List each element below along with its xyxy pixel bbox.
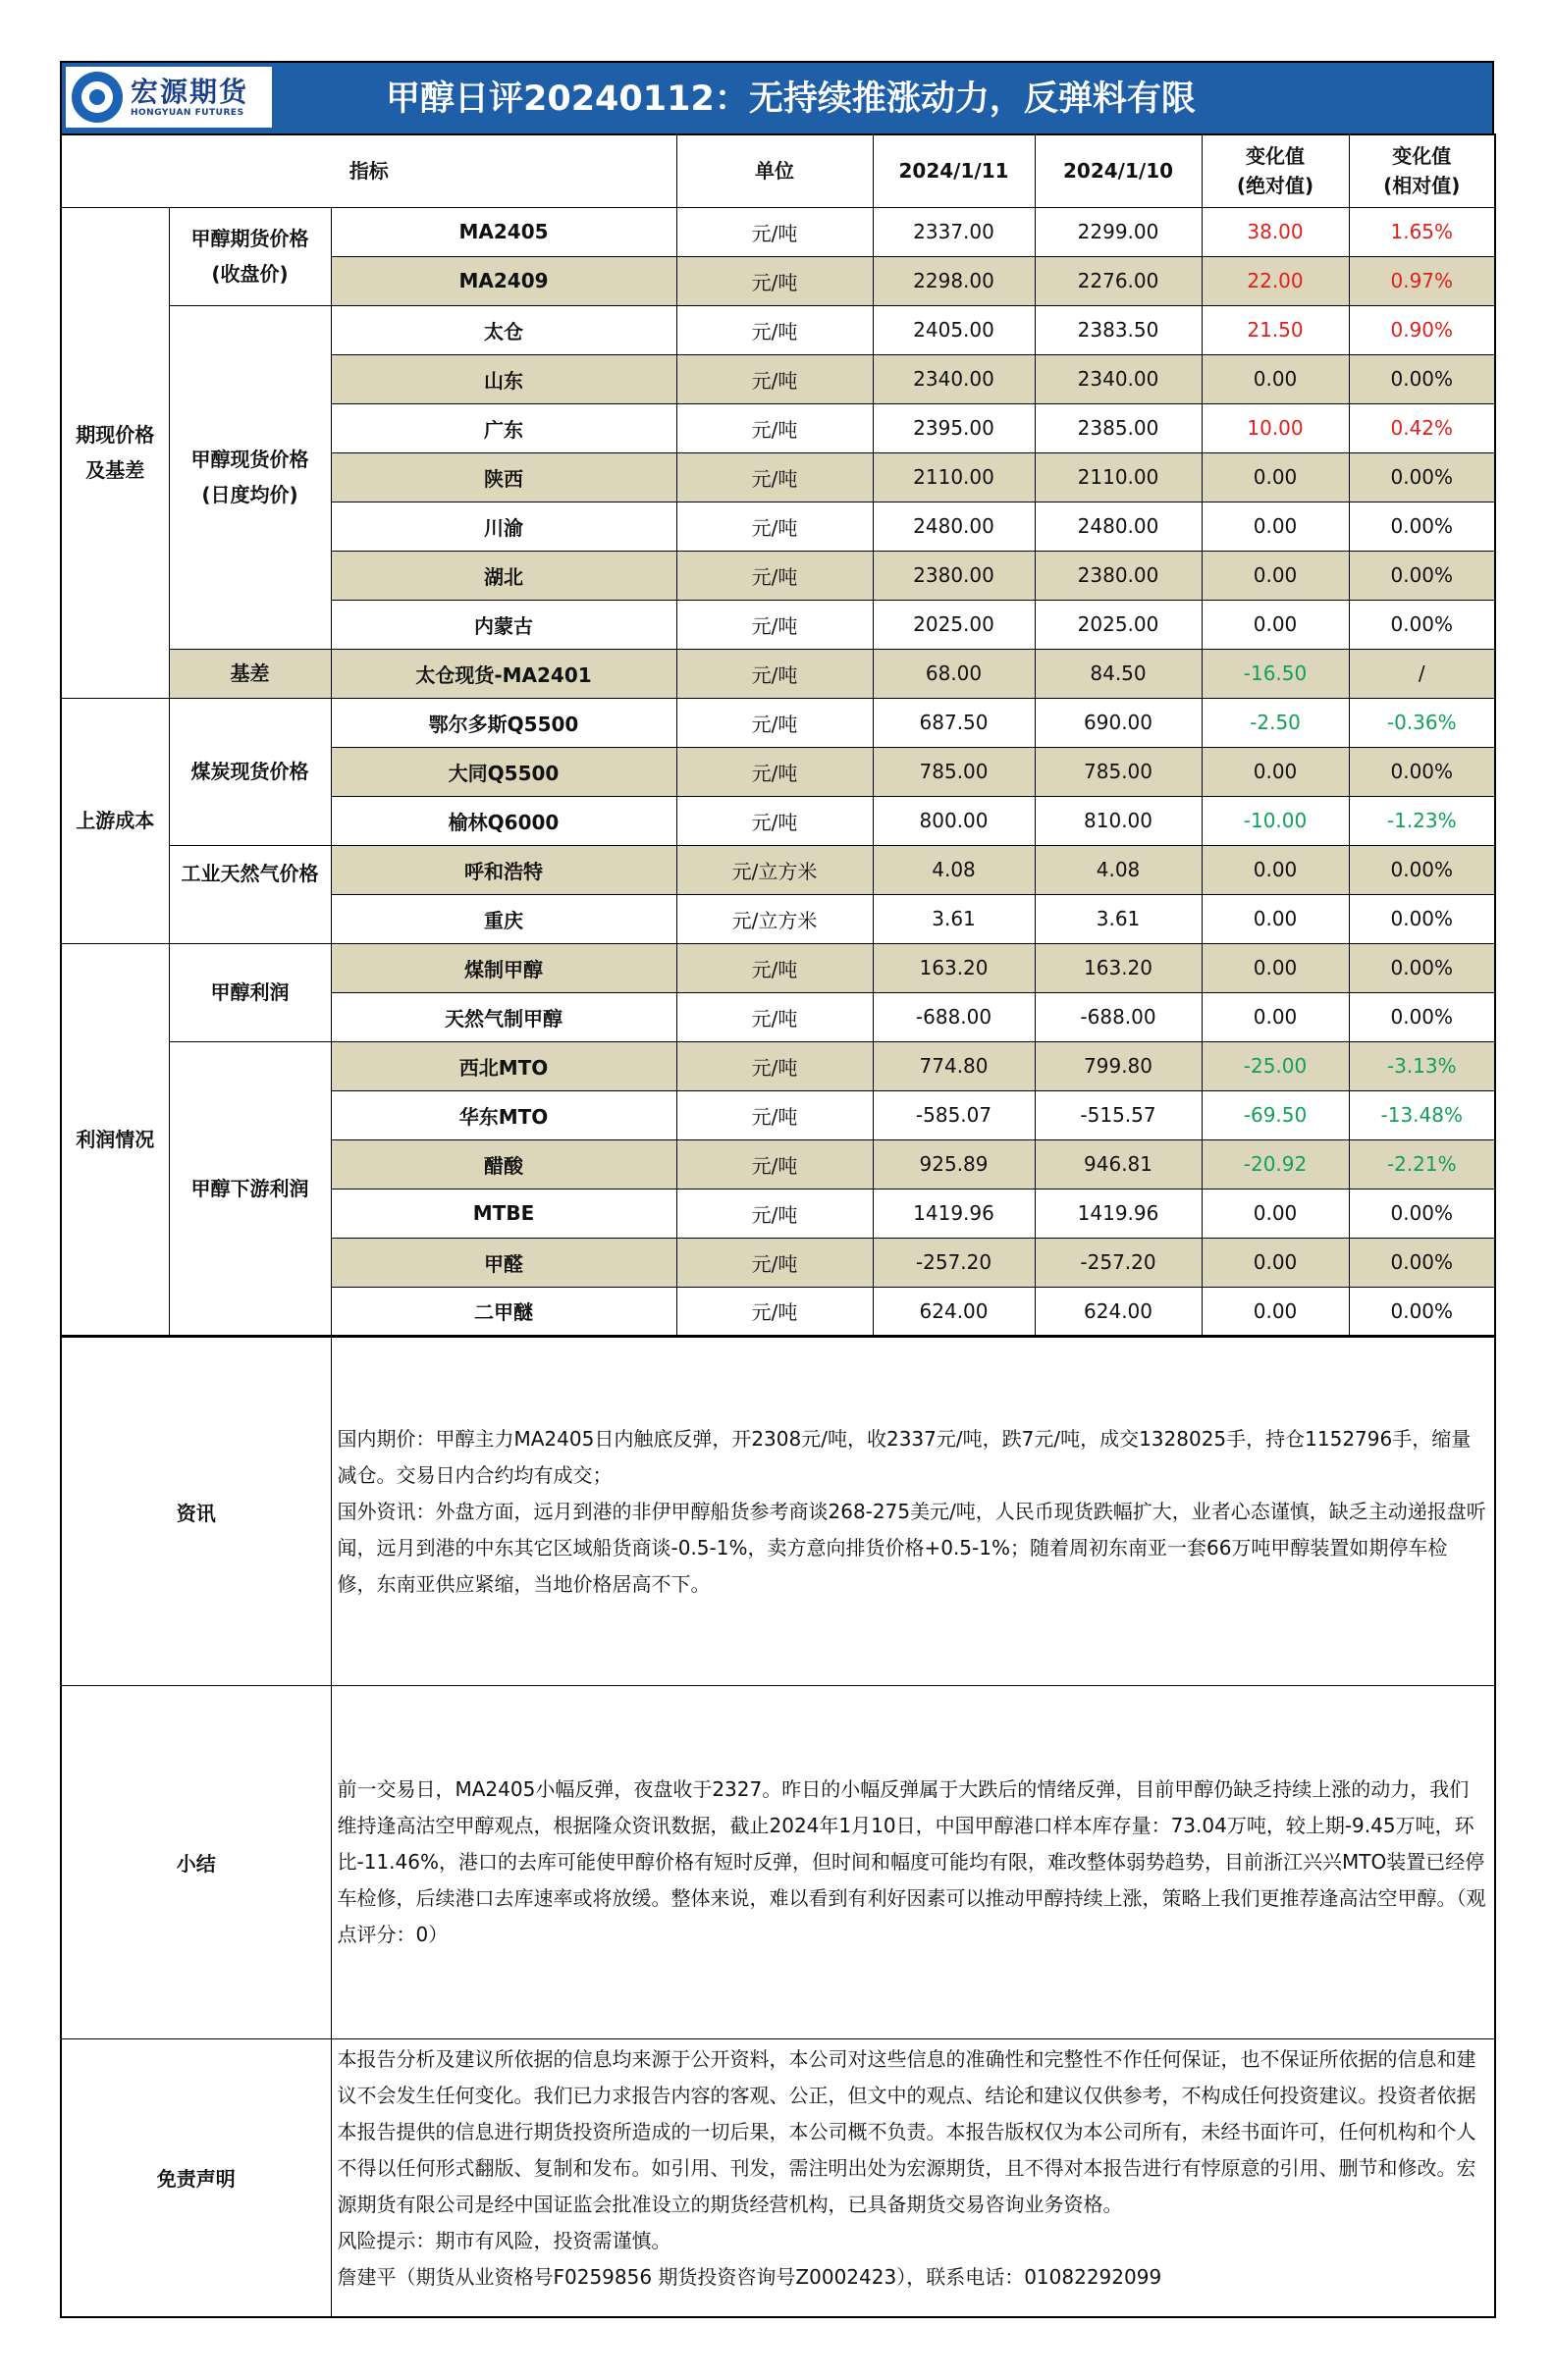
row-change-abs: 21.50: [1202, 305, 1349, 354]
row-value-date-1: 3.61: [873, 894, 1035, 943]
row-value-date-1: 163.20: [873, 943, 1035, 992]
indicator-table: [60, 133, 1496, 1337]
row-unit: 元/吨: [676, 1287, 873, 1336]
row-change-rel: 0.00%: [1349, 502, 1495, 551]
table-row: [61, 207, 1495, 256]
row-indicator: 榆林Q6000: [331, 796, 676, 845]
row-indicator: 川渝: [331, 502, 676, 551]
subgroup-basis: 基差: [169, 649, 331, 698]
row-value-date-2: 4.08: [1035, 845, 1202, 894]
row-value-date-1: -585.07: [873, 1090, 1035, 1139]
row-change-rel: 0.00%: [1349, 943, 1495, 992]
subgroup-downstream-profit: 甲醇下游利润: [169, 1041, 331, 1336]
group-upstream-cost: 上游成本: [61, 698, 169, 943]
report: [60, 61, 1494, 2318]
row-change-abs: 0.00: [1202, 354, 1349, 403]
row-unit: 元/吨: [676, 943, 873, 992]
row-change-rel: 0.90%: [1349, 305, 1495, 354]
subgroup-coal-price: 煤炭现货价格: [169, 698, 331, 845]
table-row: [61, 698, 1495, 747]
row-change-abs: 0.00: [1202, 747, 1349, 796]
row-value-date-1: 2337.00: [873, 207, 1035, 256]
row-value-date-1: 774.80: [873, 1041, 1035, 1090]
row-value-date-1: -257.20: [873, 1238, 1035, 1287]
row-value-date-2: -257.20: [1035, 1238, 1202, 1287]
row-indicator: 醋酸: [331, 1139, 676, 1189]
row-indicator: 二甲醚: [331, 1287, 676, 1336]
row-indicator: MTBE: [331, 1189, 676, 1238]
row-indicator: 湖北: [331, 551, 676, 600]
subgroup-spot-price: 甲醇现货价格 (日度均价): [169, 305, 331, 649]
row-unit: 元/吨: [676, 1189, 873, 1238]
row-indicator: MA2409: [331, 256, 676, 305]
row-indicator: 华东MTO: [331, 1090, 676, 1139]
news-label: 资讯: [61, 1338, 331, 1686]
row-change-abs: -25.00: [1202, 1041, 1349, 1090]
row-indicator: 西北MTO: [331, 1041, 676, 1090]
row-value-date-1: 2025.00: [873, 600, 1035, 649]
row-change-rel: 0.42%: [1349, 403, 1495, 452]
row-change-rel: -0.36%: [1349, 698, 1495, 747]
disclaimer-label: 免责声明: [61, 2039, 331, 2317]
row-value-date-1: 2405.00: [873, 305, 1035, 354]
row-value-date-2: 624.00: [1035, 1287, 1202, 1336]
row-change-rel: -3.13%: [1349, 1041, 1495, 1090]
row-value-date-1: 800.00: [873, 796, 1035, 845]
row-unit: 元/吨: [676, 305, 873, 354]
row-indicator: 山东: [331, 354, 676, 403]
row-unit: 元/吨: [676, 207, 873, 256]
row-change-abs: 0.00: [1202, 551, 1349, 600]
row-value-date-2: 3.61: [1035, 894, 1202, 943]
row-value-date-2: 799.80: [1035, 1041, 1202, 1090]
row-indicator: 陕西: [331, 452, 676, 502]
row-change-abs: 0.00: [1202, 452, 1349, 502]
row-value-date-2: 2383.50: [1035, 305, 1202, 354]
row-unit: 元/吨: [676, 403, 873, 452]
row-change-abs: -20.92: [1202, 1139, 1349, 1189]
row-unit: 元/立方米: [676, 845, 873, 894]
subgroup-methanol-profit: 甲醇利润: [169, 943, 331, 1041]
row-value-date-2: -688.00: [1035, 992, 1202, 1041]
row-value-date-2: -515.57: [1035, 1090, 1202, 1139]
row-unit: 元/吨: [676, 551, 873, 600]
summary-label: 小结: [61, 1686, 331, 2039]
table-row: [61, 305, 1495, 354]
header-date-1: 2024/1/11: [873, 134, 1035, 207]
row-change-rel: 0.00%: [1349, 894, 1495, 943]
row-value-date-2: 2480.00: [1035, 502, 1202, 551]
row-indicator: 鄂尔多斯Q5500: [331, 698, 676, 747]
row-value-date-1: 2110.00: [873, 452, 1035, 502]
row-value-date-2: 2299.00: [1035, 207, 1202, 256]
row-value-date-1: 1419.96: [873, 1189, 1035, 1238]
row-value-date-2: 785.00: [1035, 747, 1202, 796]
row-value-date-1: 2395.00: [873, 403, 1035, 452]
subgroup-gas-price: 工业天然气价格: [169, 845, 331, 943]
logo-icon: [72, 72, 123, 123]
row-value-date-2: 946.81: [1035, 1139, 1202, 1189]
table-row: [61, 649, 1495, 698]
row-unit: 元/吨: [676, 1041, 873, 1090]
row-change-rel: 0.00%: [1349, 551, 1495, 600]
row-unit: 元/吨: [676, 256, 873, 305]
disclaimer-row: [61, 2039, 1495, 2317]
row-change-abs: 0.00: [1202, 600, 1349, 649]
row-value-date-2: 163.20: [1035, 943, 1202, 992]
row-value-date-2: 2385.00: [1035, 403, 1202, 452]
news-body: [331, 1338, 1495, 1686]
logo-name-cn: 宏源期货: [131, 76, 249, 108]
row-indicator: 太仓: [331, 305, 676, 354]
row-indicator: MA2405: [331, 207, 676, 256]
row-change-rel: /: [1349, 649, 1495, 698]
row-value-date-2: 1419.96: [1035, 1189, 1202, 1238]
row-change-abs: 0.00: [1202, 992, 1349, 1041]
row-value-date-2: 690.00: [1035, 698, 1202, 747]
news-domestic: 国内期价：甲醇主力MA2405日内触底反弹，开2308元/吨，收2337元/吨，跌7元/吨，成交1328025手，持仓1152796手，缩量减仓。交易日内合约均有成交；: [337, 1426, 1472, 1487]
analyst-contact: 詹建平（期货从业资格号F0259856 期货投资咨询号Z0002423），联系电话：01082292099: [337, 2265, 1162, 2289]
subgroup-futures-price: 甲醇期货价格 (收盘价): [169, 207, 331, 305]
row-indicator: 甲醛: [331, 1238, 676, 1287]
row-change-abs: -69.50: [1202, 1090, 1349, 1139]
row-change-abs: 22.00: [1202, 256, 1349, 305]
row-unit: 元/吨: [676, 1090, 873, 1139]
row-indicator: 内蒙古: [331, 600, 676, 649]
row-value-date-2: 2110.00: [1035, 452, 1202, 502]
row-unit: 元/吨: [676, 992, 873, 1041]
row-change-rel: -13.48%: [1349, 1090, 1495, 1139]
row-unit: 元/吨: [676, 747, 873, 796]
report-header: [60, 61, 1494, 133]
row-change-abs: 0.00: [1202, 502, 1349, 551]
row-value-date-2: 810.00: [1035, 796, 1202, 845]
commentary-table: [60, 1337, 1496, 2318]
row-unit: 元/吨: [676, 1238, 873, 1287]
row-unit: 元/吨: [676, 1139, 873, 1189]
company-logo: [66, 67, 272, 128]
row-change-abs: 0.00: [1202, 1238, 1349, 1287]
row-value-date-1: 624.00: [873, 1287, 1035, 1336]
row-change-abs: 0.00: [1202, 1287, 1349, 1336]
row-value-date-2: 84.50: [1035, 649, 1202, 698]
row-change-abs: 0.00: [1202, 943, 1349, 992]
row-change-rel: 0.97%: [1349, 256, 1495, 305]
header-change-abs: 变化值 (绝对值): [1202, 134, 1349, 207]
row-indicator: 大同Q5500: [331, 747, 676, 796]
header-date-2: 2024/1/10: [1035, 134, 1202, 207]
row-change-abs: -16.50: [1202, 649, 1349, 698]
row-unit: 元/吨: [676, 649, 873, 698]
table-row: [61, 845, 1495, 894]
row-change-rel: 0.00%: [1349, 1287, 1495, 1336]
row-change-abs: 0.00: [1202, 845, 1349, 894]
row-value-date-1: 925.89: [873, 1139, 1035, 1189]
row-unit: 元/吨: [676, 452, 873, 502]
row-value-date-1: 2480.00: [873, 502, 1035, 551]
row-change-abs: -10.00: [1202, 796, 1349, 845]
row-change-rel: 0.00%: [1349, 1189, 1495, 1238]
row-change-abs: 10.00: [1202, 403, 1349, 452]
row-value-date-2: 2380.00: [1035, 551, 1202, 600]
row-value-date-1: 2340.00: [873, 354, 1035, 403]
report-title: 甲醇日评20240112：无持续推涨动力，反弹料有限: [386, 79, 1196, 119]
row-value-date-2: 2340.00: [1035, 354, 1202, 403]
row-change-rel: 0.00%: [1349, 747, 1495, 796]
row-indicator: 太仓现货-MA2401: [331, 649, 676, 698]
row-change-abs: -2.50: [1202, 698, 1349, 747]
row-unit: 元/吨: [676, 796, 873, 845]
logo-name-en: HONGYUAN FUTURES: [131, 108, 244, 118]
row-value-date-1: 2298.00: [873, 256, 1035, 305]
disclaimer-text: 本报告分析及建议所依据的信息均来源于公开资料，本公司对这些信息的准确性和完整性不作任何保证，也不保证所依据的信息和建议不会发生任何变化。我们已力求报告内容的客观、公正，但文中的观点、结论和建议仅供参考，不构成任何投资建议。投资者依据本报告提供的信息进行期货投资所造成的一切后果，本公司概不负责。本报告版权仅为本公司所有，未经书面许可，任何机构和个人不得以任何形式翻版、复制和发布。如引用、刊发，需注明出处为宏源期货，且不得对本报告进行有悖原意的引用、删节和修改。宏源期货有限公司是经中国证监会批准设立的期货经营机构，已具备期货交易咨询业务资格。: [337, 2047, 1476, 2216]
row-indicator: 重庆: [331, 894, 676, 943]
row-value-date-2: 2276.00: [1035, 256, 1202, 305]
row-change-abs: 0.00: [1202, 894, 1349, 943]
row-value-date-1: 687.50: [873, 698, 1035, 747]
row-value-date-1: 68.00: [873, 649, 1035, 698]
summary-row: [61, 1686, 1495, 2039]
table-header-row: [61, 134, 1495, 207]
row-unit: 元/吨: [676, 698, 873, 747]
row-value-date-1: -688.00: [873, 992, 1035, 1041]
table-row: [61, 943, 1495, 992]
row-change-rel: -2.21%: [1349, 1139, 1495, 1189]
row-change-rel: 0.00%: [1349, 600, 1495, 649]
row-unit: 元/吨: [676, 354, 873, 403]
row-change-rel: -1.23%: [1349, 796, 1495, 845]
news-row: [61, 1338, 1495, 1686]
row-indicator: 呼和浩特: [331, 845, 676, 894]
group-price-basis: 期现价格 及基差: [61, 207, 169, 698]
disclaimer-body: [331, 2039, 1495, 2317]
header-indicator: 指标: [61, 134, 676, 207]
row-value-date-1: 4.08: [873, 845, 1035, 894]
row-value-date-2: 2025.00: [1035, 600, 1202, 649]
row-value-date-1: 2380.00: [873, 551, 1035, 600]
row-change-rel: 0.00%: [1349, 1238, 1495, 1287]
row-unit: 元/吨: [676, 600, 873, 649]
row-change-rel: 0.00%: [1349, 354, 1495, 403]
row-indicator: 煤制甲醇: [331, 943, 676, 992]
summary-text: 前一交易日，MA2405小幅反弹，夜盘收于2327。昨日的小幅反弹属于大跌后的情绪反弹，目前甲醇仍缺乏持续上涨的动力，我们维持逢高沽空甲醇观点，根据隆众资讯数据，截止2024年1月10日，中国甲醇港口样本库存量：73.04万吨，较上期-9.45万吨，环比-11.46%，港口的去库可能使甲醇价格有短时反弹，但时间和幅度可能均有限，难改整体弱势趋势，目前浙江兴兴MTO装置已经停车检修，后续港口去库速率或将放缓。整体来说，难以看到有利好因素可以推动甲醇持续上涨，策略上我们更推荐逢高沽空甲醇。（观点评分：0）: [337, 1777, 1486, 1946]
row-indicator: 广东: [331, 403, 676, 452]
row-unit: 元/吨: [676, 502, 873, 551]
table-row: [61, 1041, 1495, 1090]
header-change-rel: 变化值 (相对值): [1349, 134, 1495, 207]
group-profit: 利润情况: [61, 943, 169, 1336]
row-change-rel: 0.00%: [1349, 992, 1495, 1041]
row-change-rel: 1.65%: [1349, 207, 1495, 256]
row-unit: 元/立方米: [676, 894, 873, 943]
row-change-abs: 38.00: [1202, 207, 1349, 256]
news-overseas: 国外资讯：外盘方面，远月到港的非伊甲醇船货参考商谈268-275美元/吨，人民币现货跌幅扩大，业者心态谨慎，缺乏主动递报盘听闻，远月到港的中东其它区域船货商谈-0.5-1%，卖方意向排货价格+0.5-1%；随着周初东南亚一套66万吨甲醇装置如期停车检修，东南亚供应紧缩，当地价格居高不下。: [337, 1499, 1486, 1596]
row-change-abs: 0.00: [1202, 1189, 1349, 1238]
header-unit: 单位: [676, 134, 873, 207]
risk-warning: 风险提示：期市有风险，投资需谨慎。: [337, 2229, 671, 2252]
row-value-date-1: 785.00: [873, 747, 1035, 796]
summary-body: [331, 1686, 1495, 2039]
row-change-rel: 0.00%: [1349, 845, 1495, 894]
row-change-rel: 0.00%: [1349, 452, 1495, 502]
row-indicator: 天然气制甲醇: [331, 992, 676, 1041]
